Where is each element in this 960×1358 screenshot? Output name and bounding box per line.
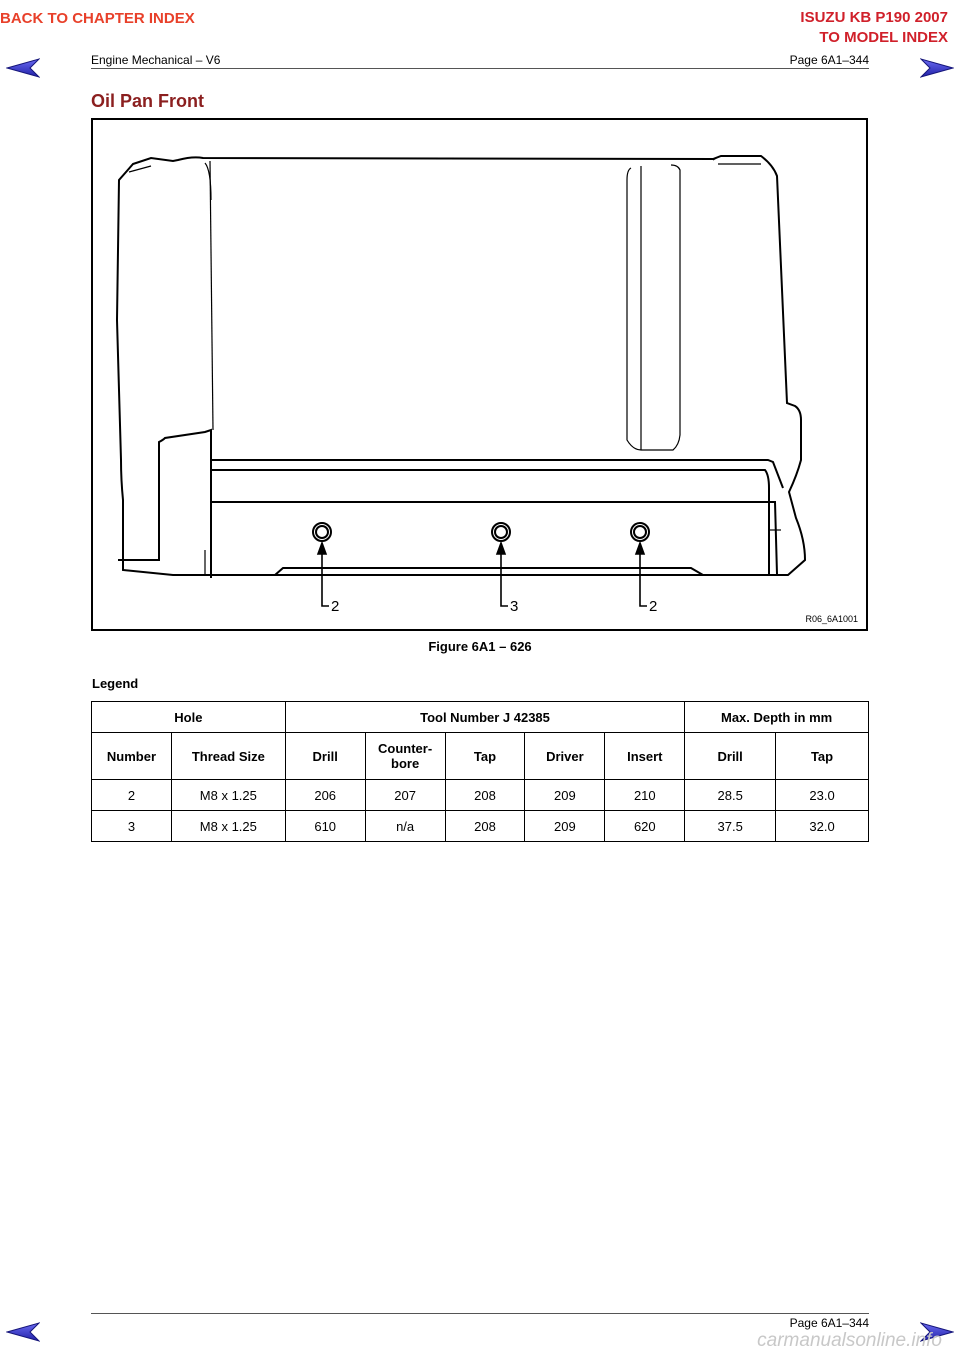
back-to-chapter-index-link[interactable]: BACK TO CHAPTER INDEX [0,10,195,27]
col-header-thread-size: Thread Size [171,733,285,780]
legend-heading: Legend [92,676,139,691]
header-page-number: Page 6A1–344 [789,53,869,67]
table-cell: 209 [525,780,605,811]
col-header-counterbore-line2: bore [391,756,420,771]
table-cell: 208 [445,811,525,842]
col-header-drill: Drill [285,733,365,780]
tool-spec-table [91,701,869,842]
next-page-arrow-icon[interactable] [920,58,954,78]
table-cell: 23.0 [776,780,869,811]
header-divider [91,68,869,69]
callout-label-center: 3 [510,598,519,615]
table-row [92,780,869,811]
table-cell: 32.0 [776,811,869,842]
oil-pan-drawing [93,120,866,629]
table-cell: M8 x 1.25 [171,780,285,811]
footer-divider [91,1313,869,1314]
col-header-counterbore [365,733,445,780]
table-cell: 208 [445,780,525,811]
prev-page-arrow-icon[interactable] [6,1322,40,1342]
table-cell: 207 [365,780,445,811]
table-column-header-row [92,733,869,780]
table-cell: M8 x 1.25 [171,811,285,842]
table-cell: 28.5 [685,780,776,811]
callout-label-left: 2 [331,598,340,615]
figure-caption: Figure 6A1 – 626 [428,639,532,654]
callout-label-right: 2 [649,598,658,615]
col-header-number: Number [92,733,172,780]
group-header-tool-number: Tool Number J 42385 [285,702,684,733]
table-cell: 610 [285,811,365,842]
footer-page-number: Page 6A1–344 [789,1316,869,1330]
table-cell: 209 [525,811,605,842]
col-header-depth-tap: Tap [776,733,869,780]
table-cell: 2 [92,780,172,811]
col-header-depth-drill: Drill [685,733,776,780]
table-group-header-row [92,702,869,733]
watermark-text: carmanualsonline.info [757,1330,942,1351]
col-header-driver: Driver [525,733,605,780]
prev-page-arrow-icon[interactable] [6,58,40,78]
table-row [92,811,869,842]
page-title: Oil Pan Front [91,91,205,111]
model-title-link[interactable]: ISUZU KB P190 2007 [800,9,948,26]
col-header-counterbore-line1: Counter- [378,741,433,756]
figure-reference-code: R06_6A1001 [805,614,858,624]
oil-pan-figure [91,118,868,631]
table-cell: 206 [285,780,365,811]
table-cell: n/a [365,811,445,842]
group-header-max-depth: Max. Depth in mm [685,702,869,733]
table-cell: 3 [92,811,172,842]
col-header-insert: Insert [605,733,685,780]
col-header-tap: Tap [445,733,525,780]
table-cell: 210 [605,780,685,811]
group-header-hole: Hole [92,702,286,733]
header-section-title: Engine Mechanical – V6 [91,53,221,67]
table-cell: 37.5 [685,811,776,842]
table-cell: 620 [605,811,685,842]
to-model-index-link[interactable]: TO MODEL INDEX [819,29,948,46]
